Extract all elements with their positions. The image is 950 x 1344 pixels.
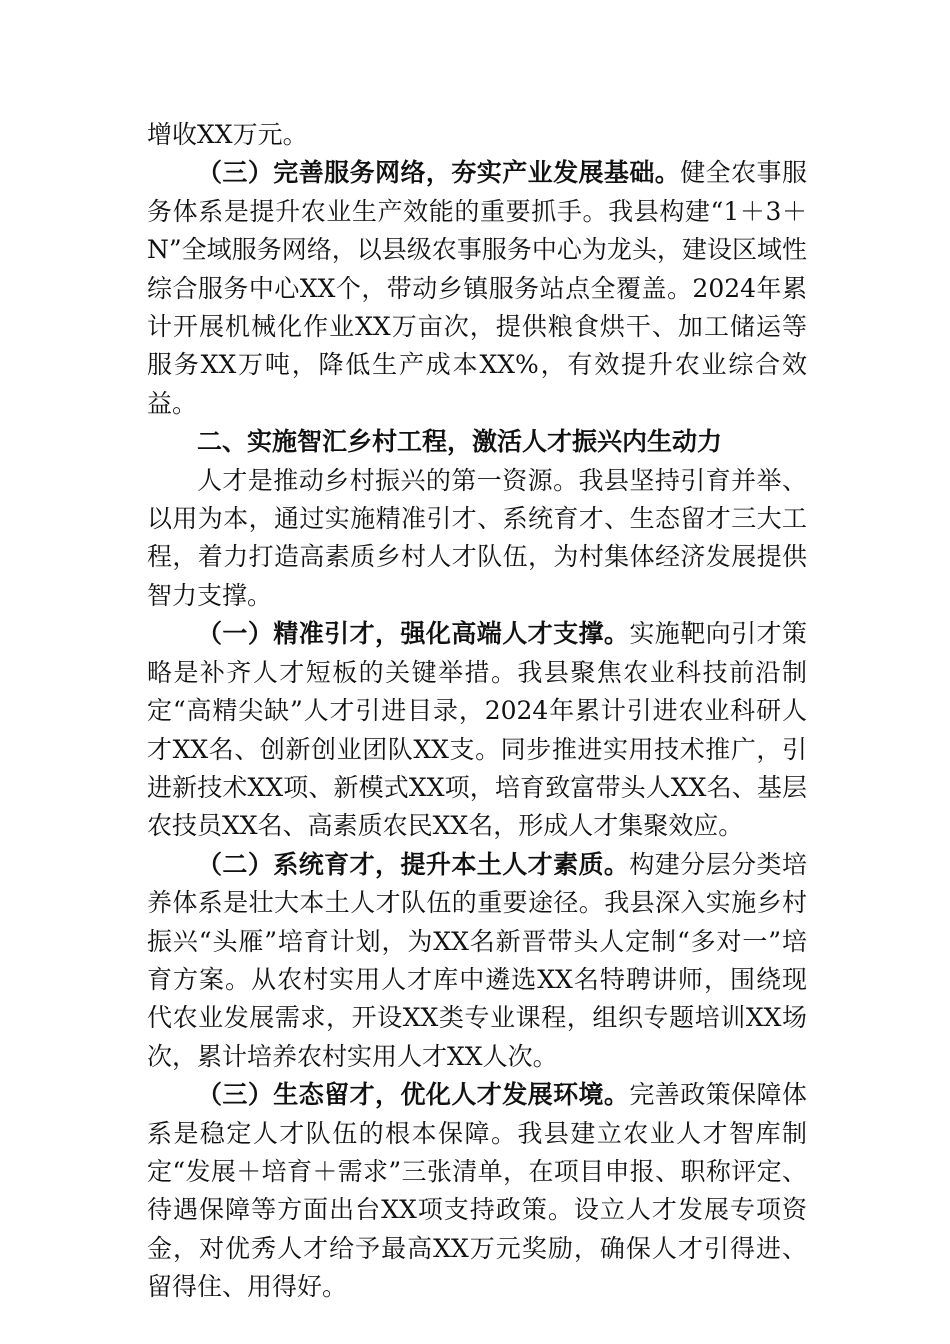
paragraph-lead: （三）完善服务网络，夯实产业发展基础。: [197, 158, 681, 188]
section-heading: 二、实施智汇乡村工程，激活人才振兴内生动力: [197, 427, 723, 457]
paragraph-lead: （二）系统育才，提升本土人才素质。: [197, 849, 630, 879]
paragraph-text: 完善政策保障体系是稳定人才队伍的根本保障。我县建立农业人才智库制定“发展＋培育＋需求”三张清单，在项目申报、职称评定、待遇保障等方面出台XX项支持政策。设立人才发展专项资金，对优秀人才给予最高XX万元奖励，确保人才引得进、留得住、用得好。: [147, 1080, 807, 1302]
paragraph-continuation: [147, 116, 807, 154]
paragraph-talent-train: [147, 846, 807, 1076]
paragraph-text: 健全农事服务体系是提升农业生产效能的重要抓手。我县构建“1＋3＋N”全域服务网络，以县级农事服务中心为龙头，建设区域性综合服务中心XX个，带动乡镇服务站点全覆盖。2024年累计开展机械化作业XX万亩次，提供粮食烘干、加工储运等服务XX万吨，降低生产成本XX%，有效提升农业综合效益。: [147, 158, 807, 418]
paragraph-text: 构建分层分类培养体系是壮大本土人才队伍的重要途径。我县深入实施乡村振兴“头雁”培育计划，为XX名新晋带头人定制“多对一”培育方案。从农村实用人才库中遴选XX名特聘讲师，围绕现代农业发展需求，开设XX类专业课程，组织专题培训XX场次，累计培养农村实用人才XX人次。: [147, 849, 807, 1071]
paragraph-text: 实施靶向引才策略是补齐人才短板的关键举措。我县聚焦农业科技前沿制定“高精尖缺”人才引进目录，2024年累计引进农业科研人才XX名、创新创业团队XX支。同步推进实用技术推广，引进新技术XX项、新模式XX项，培育致富带头人XX名、基层农技员XX名、高素质农民XX名，形成人才集聚效应。: [147, 619, 807, 841]
paragraph-talent-recruit: [147, 615, 807, 845]
paragraph-service-network: [147, 154, 807, 423]
paragraph-talent-intro: [147, 462, 807, 616]
paragraph-lead: （三）生态留才，优化人才发展环境。: [197, 1080, 630, 1110]
paragraph-text: 增收XX万元。: [147, 120, 308, 149]
paragraph-text: 人才是推动乡村振兴的第一资源。我县坚持引育并举、以用为本，通过实施精准引才、系统育才、生态留才三大工程，着力打造高素质乡村人才队伍，为村集体经济发展提供智力支撑。: [147, 465, 807, 610]
paragraph-talent-retain: [147, 1076, 807, 1306]
paragraph-lead: （一）精准引才，强化高端人才支撑。: [197, 619, 630, 649]
document-page: [147, 116, 807, 1307]
